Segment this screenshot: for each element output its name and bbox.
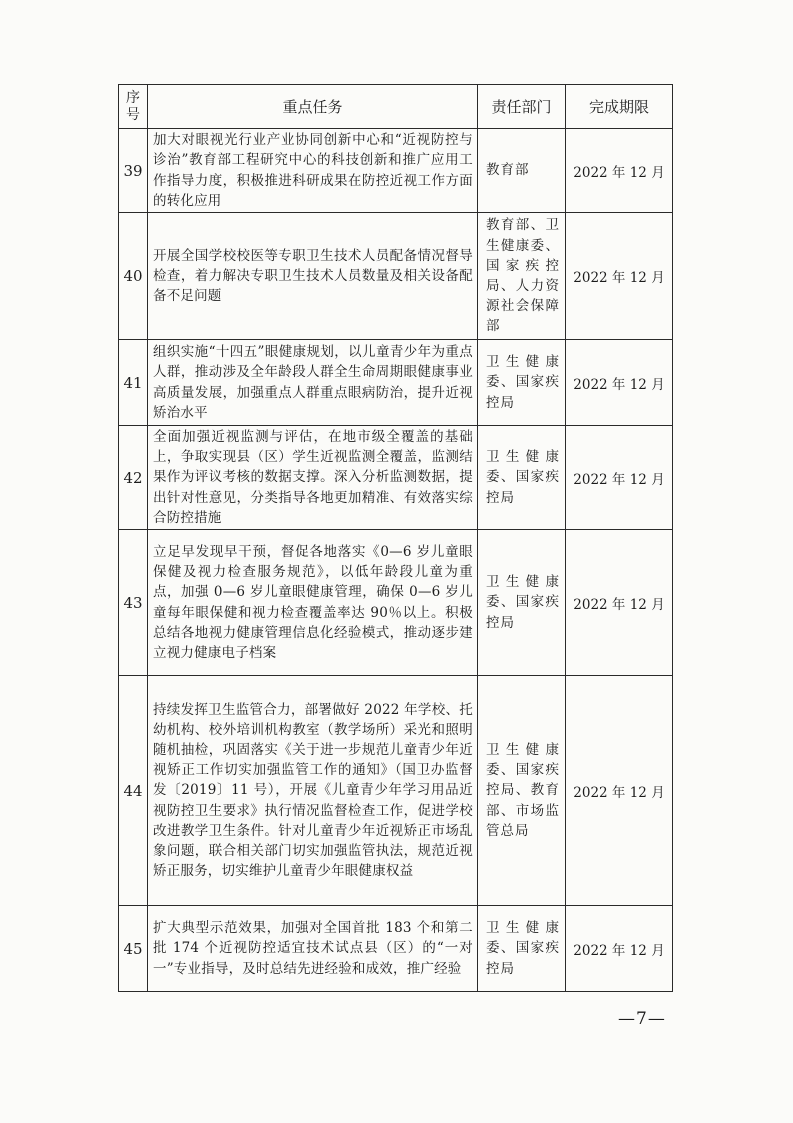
row-dept: 教育部 — [478, 129, 566, 213]
header-task: 重点任务 — [148, 85, 478, 129]
row-task: 持续发挥卫生监管合力，部署做好 2022 年学校、托幼机构、校外培训机构教室（教学场所）采光和照明随机抽检，巩固落实《关于进一步规范儿童青少年近视矫正工作切实加强监管工作的通知》（国卫办监督发〔2019〕11 号），开展《儿童青少年学习用品近视防控卫生要求》执行情况监督检查工作，促进学校改进教学卫生条件。针对儿童青少年近视矫正市场乱象问题，联合相关部门切实加强监管执法，规范近视矫正服务，切实维护儿童青少年眼健康权益 — [148, 676, 478, 906]
header-dept: 责任部门 — [478, 85, 566, 129]
table-row — [119, 676, 673, 906]
page-number: —7— — [618, 1009, 666, 1029]
row-no: 41 — [119, 340, 148, 426]
table-row — [119, 530, 673, 676]
task-table — [118, 84, 673, 992]
table-row — [119, 129, 673, 213]
row-deadline: 2022 年 12 月 — [566, 129, 673, 213]
header-deadline: 完成期限 — [566, 85, 673, 129]
row-no: 39 — [119, 129, 148, 213]
row-dept: 卫生健康委、国家疾控局 — [478, 340, 566, 426]
row-deadline: 2022 年 12 月 — [566, 426, 673, 530]
row-dept: 卫生健康委、国家疾控局 — [478, 906, 566, 992]
row-no: 40 — [119, 213, 148, 340]
row-task: 扩大典型示范效果，加强对全国首批 183 个和第二批 174 个近视防控适宜技术试点县（区）的“一对一”专业指导，及时总结先进经验和成效，推广经验 — [148, 906, 478, 992]
row-no: 45 — [119, 906, 148, 992]
header-no-label: 序号 — [126, 89, 140, 123]
row-task: 立足早发现早干预，督促各地落实《0—6 岁儿童眼保健及视力检查服务规范》，以低年龄段儿童为重点，加强 0—6 岁儿童眼健康管理，确保 0—6 岁儿童每年眼保健和视力检查覆盖率达 90％以上。积极总结各地视力健康管理信息化经验模式，推动逐步建立视力健康电子档案 — [148, 530, 478, 676]
table-header-row — [119, 85, 673, 129]
row-deadline: 2022 年 12 月 — [566, 213, 673, 340]
row-dept: 教育部、卫生健康委、国家疾控局、人力资源社会保障部 — [478, 213, 566, 340]
row-deadline: 2022 年 12 月 — [566, 340, 673, 426]
row-task: 开展全国学校校医等专职卫生技术人员配备情况督导检查，着力解决专职卫生技术人员数量及相关设备配备不足问题 — [148, 213, 478, 340]
row-deadline: 2022 年 12 月 — [566, 676, 673, 906]
row-dept: 卫生健康委、国家疾控局 — [478, 530, 566, 676]
row-dept: 卫生健康委、国家疾控局、教育部、市场监管总局 — [478, 676, 566, 906]
row-no: 43 — [119, 530, 148, 676]
row-task: 全面加强近视监测与评估，在地市级全覆盖的基础上，争取实现县（区）学生近视监测全覆盖，监测结果作为评议考核的数据支撑。深入分析监测数据，提出针对性意见，分类指导各地更加精准、有效落实综合防控措施 — [148, 426, 478, 530]
row-no: 42 — [119, 426, 148, 530]
table-row — [119, 426, 673, 530]
row-task: 组织实施“十四五”眼健康规划，以儿童青少年为重点人群，推动涉及全年龄段人群全生命周期眼健康事业高质量发展，加强重点人群重点眼病防治，提升近视矫治水平 — [148, 340, 478, 426]
row-dept: 卫生健康委、国家疾控局 — [478, 426, 566, 530]
table-row — [119, 906, 673, 992]
table-row — [119, 213, 673, 340]
row-task: 加大对眼视光行业产业协同创新中心和“近视防控与诊治”教育部工程研究中心的科技创新和推广应用工作指导力度，积极推进科研成果在防控近视工作方面的转化应用 — [148, 129, 478, 213]
row-deadline: 2022 年 12 月 — [566, 906, 673, 992]
header-no — [119, 85, 148, 129]
row-no: 44 — [119, 676, 148, 906]
table-row — [119, 340, 673, 426]
row-deadline: 2022 年 12 月 — [566, 530, 673, 676]
